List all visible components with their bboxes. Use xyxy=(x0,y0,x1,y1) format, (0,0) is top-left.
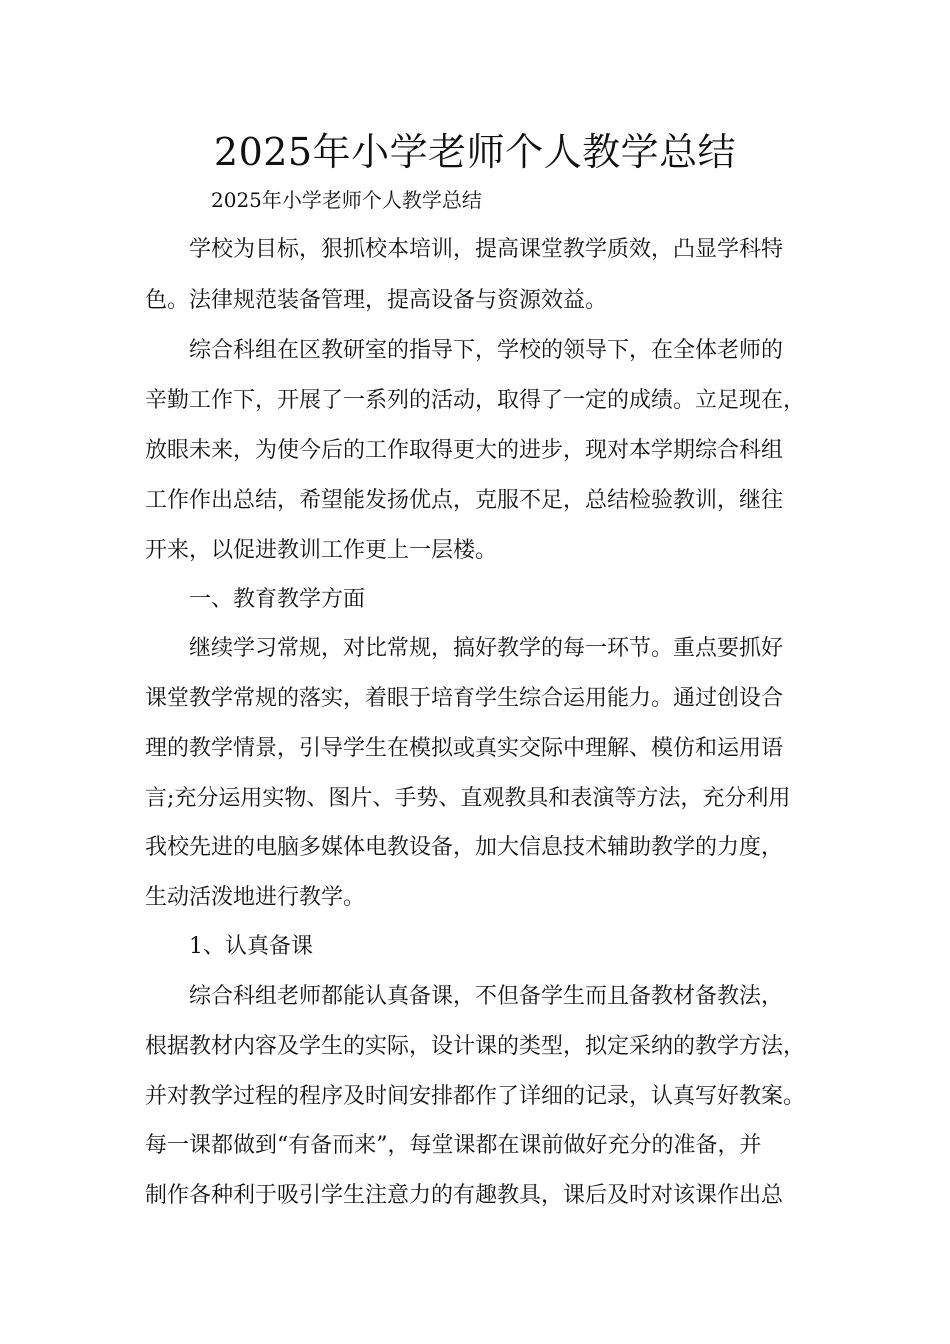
text-line: 综合科组老师都能认真备课，不但备学生而且备教材备教法， xyxy=(189,984,784,1009)
text-line: 理的教学情景，引导学生在模拟或真实交际中理解、模仿和运用语 xyxy=(145,736,784,761)
text-line: 继续学习常规，对比常规，搞好教学的每一环节。重点要抓好 xyxy=(189,636,784,661)
text-line: 工作作出总结，希望能发扬优点，克服不足，总结检验教训，继往 xyxy=(145,488,784,513)
text-line: 辛勤工作下，开展了一系列的活动，取得了一定的成绩。立足现在， xyxy=(145,388,806,413)
text-line: 课堂教学常规的落实，着眼于培育学生综合运用能力。通过创设合 xyxy=(145,686,784,711)
text-line: 综合科组在区教研室的指导下，学校的领导下，在全体老师的 xyxy=(189,338,784,363)
text-line: 学校为目标，狠抓校本培训，提高课堂教学质效，凸显学科特 xyxy=(189,237,784,262)
text-line: 根据教材内容及学生的实际，设计课的类型，拟定采纳的教学方法， xyxy=(145,1034,806,1059)
text-line: 色。法律规范装备管理，提高设备与资源效益。 xyxy=(145,288,608,313)
text-line: 我校先进的电脑多媒体电教设备，加大信息技术辅助教学的力度， xyxy=(145,835,784,860)
text-line: 并对教学过程的程序及时间安排都作了详细的记录，认真写好教案。 xyxy=(145,1084,806,1109)
text-line: 生动活泼地进行教学。 xyxy=(145,885,366,910)
section-heading: 一、教育教学方面 xyxy=(189,587,366,612)
subsection-heading: 1、认真备课 xyxy=(189,934,313,959)
text-line: 放眼未来，为使今后的工作取得更大的进步，现对本学期综合科组 xyxy=(145,438,784,463)
text-line: 言;充分运用实物、图片、手势、直观教具和表演等方法，充分利用 xyxy=(145,786,791,811)
text-line: 开来，以促进教训工作更上一层楼。 xyxy=(145,538,498,563)
document-subtitle: 2025年小学老师个人教学总结 xyxy=(211,188,482,212)
text-line: 每一课都做到“有备而来”，每堂课都在课前做好充分的准备，并 xyxy=(145,1133,762,1158)
document-title: 2025年小学老师个人教学总结 xyxy=(213,130,737,174)
text-line: 制作各种利于吸引学生注意力的有趣教具，课后及时对该课作出总 xyxy=(145,1183,784,1208)
